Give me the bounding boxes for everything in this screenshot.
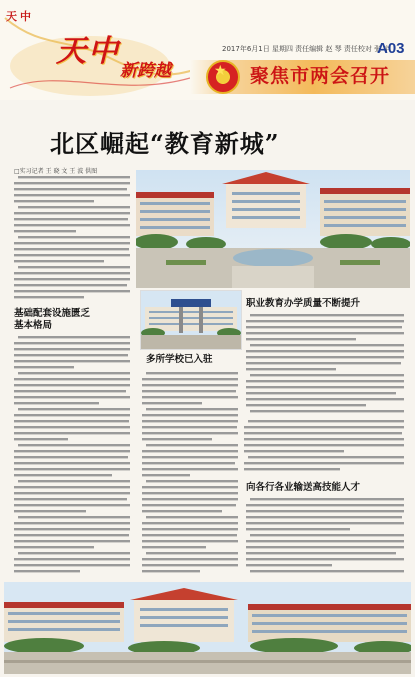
subhead-infrastructure-line2: 基本格局 [14,320,53,331]
section-banner-title: 聚焦市两会召开 [250,65,391,87]
campus-panorama-photo [4,582,411,674]
body-text-block-2 [14,336,132,580]
body-text-block-6 [246,498,406,578]
subhead-talent-supply: 向各行各业输送高技能人才 [246,482,361,493]
emblem-star-icon: ★ [214,63,227,79]
issue-date-line: 2017年6月1日 星期四 责任编辑 赵 琴 责任校对 张 宇 [222,45,391,53]
page-number: A03 [377,40,405,57]
brand-subtitle: 新跨越 [120,61,171,81]
body-text-block-3 [246,314,406,418]
brand-small-text: 天中 [6,10,34,23]
body-text-block-4 [142,372,240,578]
article-headline: 北区崛起“教育新城” [50,129,280,158]
subhead-school-entry: 多所学校已入驻 [146,354,213,365]
brand-title: 天中 [56,34,120,69]
article-byline: □实习记者 王 晓 文 王 波 供图 [14,168,98,175]
body-text-block-5 [244,420,406,478]
body-text-block-1 [14,176,132,302]
subhead-vocational-quality: 职业教育办学质量不断提升 [246,298,361,309]
school-gate-photo [140,290,242,350]
subhead-infrastructure: 基础配套设施匮乏 [14,308,91,319]
campus-aerial-photo [136,170,410,288]
